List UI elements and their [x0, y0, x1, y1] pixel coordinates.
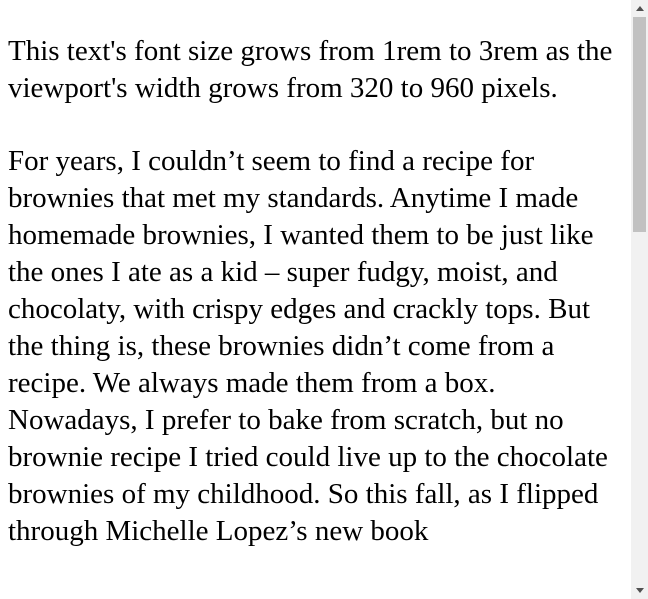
scroll-up-button[interactable] — [631, 0, 648, 17]
vertical-scrollbar[interactable] — [631, 0, 648, 599]
story-paragraph: For years, I couldn’t seem to find a recipe for brownies that met my standards. Anytime I made homemade brownies, I wanted them to be just like the ones I ate as a kid – super fudgy, moist, and chocolaty, with crispy edges and crackly tops. But the thing is, these brownies didn’t come from a recipe. We always made them from a box. Nowadays, I prefer to bake from scratch, but no brownie recipe I tried could live up to the chocolate brownies of my childhood. So this fall, as I flipped through Michelle Lopez’s new book — [8, 145, 608, 547]
scroll-down-button[interactable] — [631, 582, 648, 599]
article-content — [8, 0, 621, 550]
triangle-up-icon — [636, 6, 644, 11]
intro-paragraph: This text's font size grows from 1rem to 3rem as the viewport's width grows from 320 to 960 pixels. — [8, 35, 613, 104]
scrollbar-thumb[interactable] — [633, 17, 646, 232]
triangle-down-icon — [636, 588, 644, 593]
